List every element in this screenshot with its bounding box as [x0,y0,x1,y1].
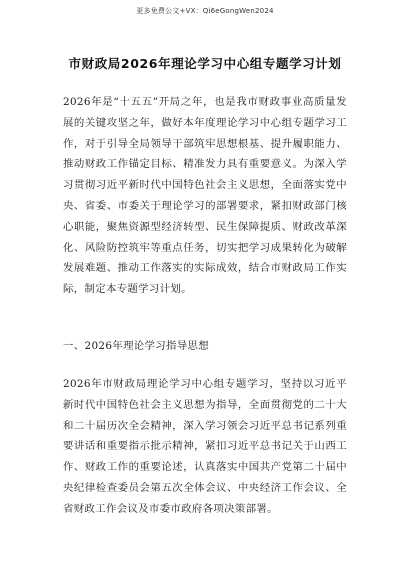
section-heading-guiding-ideology: 一、2026年理论学习指导思想 [63,340,209,352]
section1-paragraph: 2026年市财政局理论学习中心组专题学习，坚持以习近平新时代中国特色社会主义思想为指导，全面贯彻党的二十大和二十届历次全会精神，深入学习领会习近平总书记系列重要讲话和重要指示批示精神，紧扣习近平总书记关于山西工作、财政工作的重要论述，认真落实中国共产党第二十届中央纪律检查委员会第五次全体会议、中央经济工作会议、全省财政工作会议及市委市政府各项决策部署。 [63,378,347,515]
section1-paragraph-block [63,374,347,520]
header-note: 更多免费公文+VX：Qi6eGongWen2024 [136,7,274,15]
document-title: 市财政局2026年理论学习中心组专题学习计划 [68,56,342,71]
intro-paragraph: 2026年是“十五五”开局之年，也是我市财政事业高质量发展的关键攻坚之年，做好本年度理论学习中心组专题学习工作，对于引导全局领导干部筑牢思想根基、提升履职能力、推动财政工作锚定目标、精准发力具有重要意义。为深入学习贯彻习近平新时代中国特色社会主义思想，全面落实党中央、省委、市委关于理论学习的部署要求，紧扣财政部门核心职能，聚焦资源型经济转型、民生保障提质、财政改革深化、风险防控筑牢等重点任务，切实把学习成果转化为破解发展难题、推动工作落实的实际成效，结合市财政局工作实际，制定本专题学习计划。 [63,96,347,296]
intro-paragraph-block [63,92,347,300]
